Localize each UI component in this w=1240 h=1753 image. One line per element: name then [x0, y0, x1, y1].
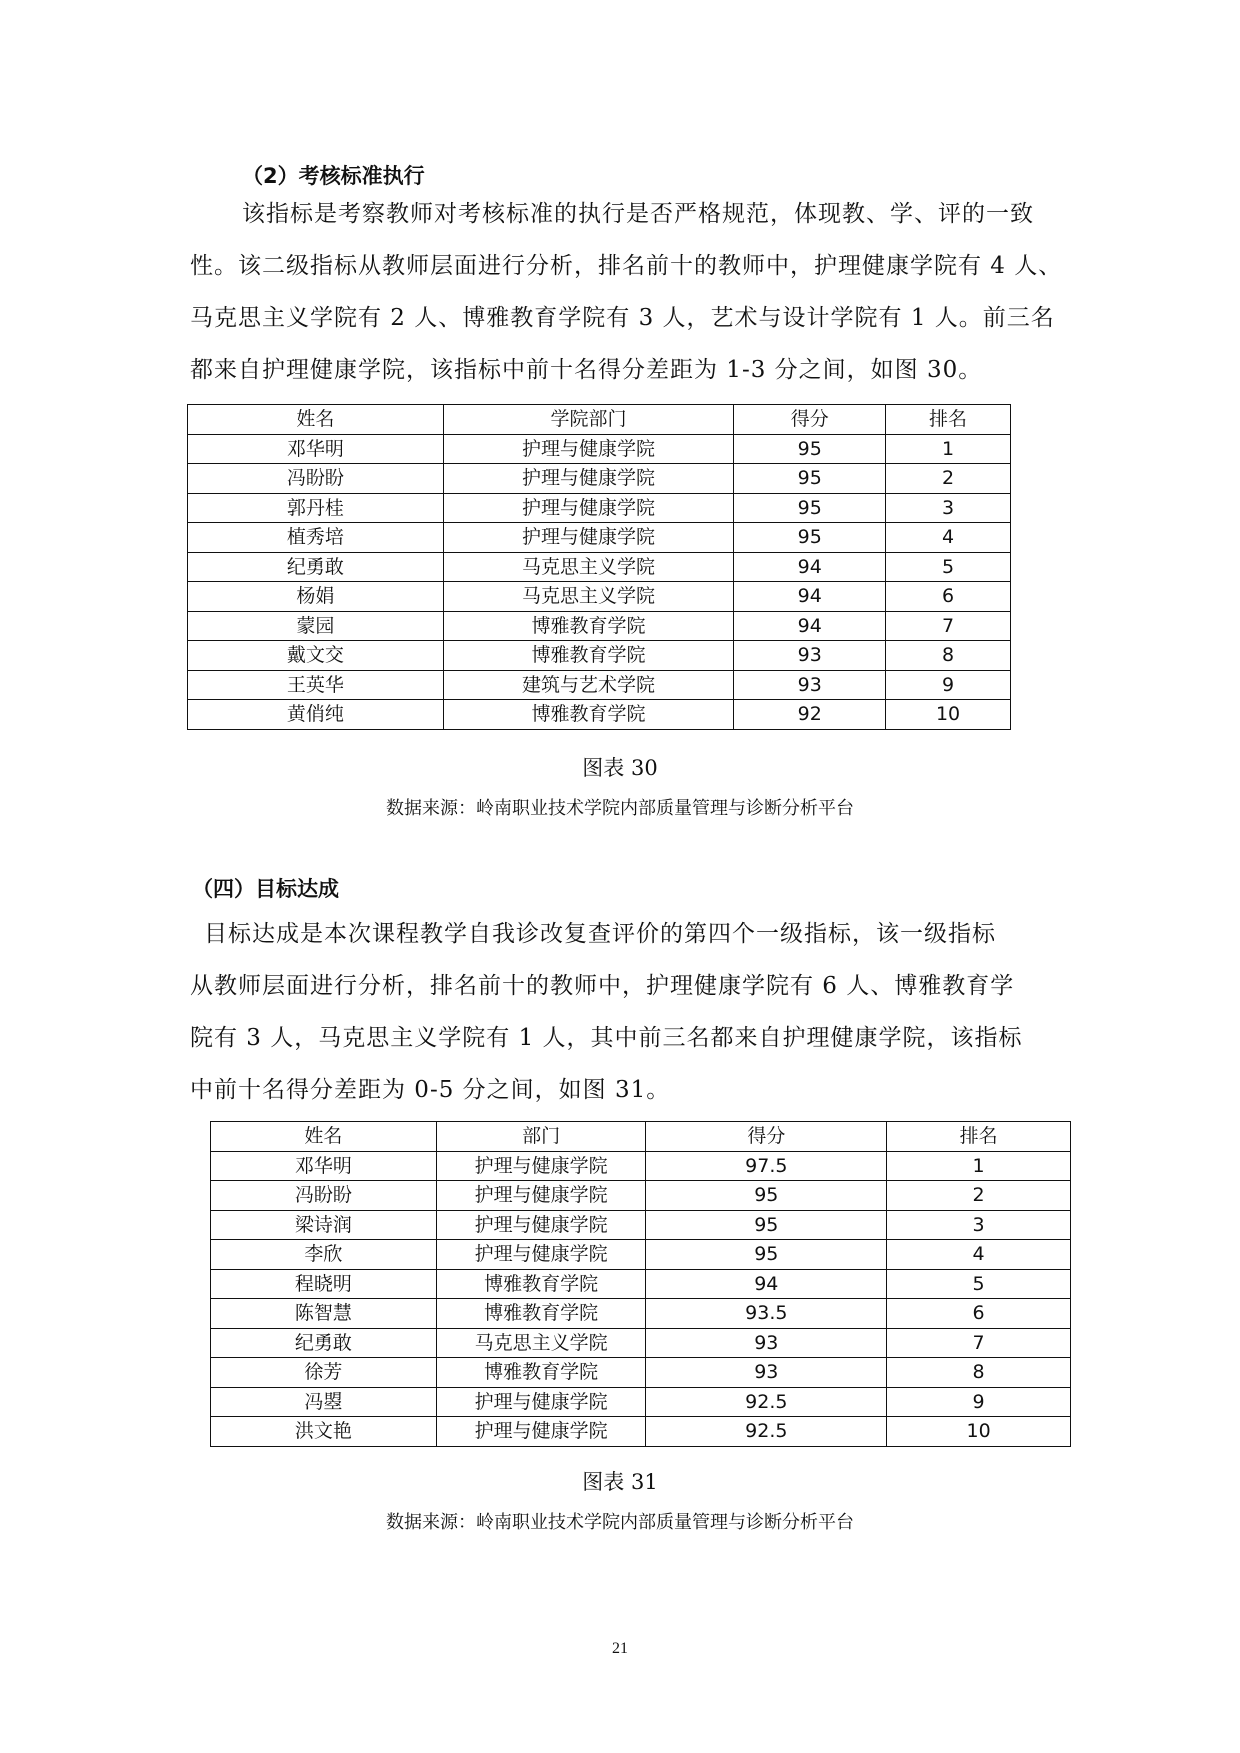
cell-rank: 6: [887, 1299, 1071, 1329]
table-row: [211, 1417, 1071, 1447]
cell-department: 护理与健康学院: [436, 1210, 646, 1240]
cell-name: 冯盼盼: [211, 1181, 437, 1211]
cell-rank: 10: [886, 700, 1011, 730]
cell-score: 95: [734, 434, 886, 464]
cell-score: 95: [734, 493, 886, 523]
cell-name: 冯曌: [211, 1387, 437, 1417]
column-header-rank: 排名: [887, 1122, 1071, 1152]
cell-department: 护理与健康学院: [443, 523, 734, 553]
cell-department: 马克思主义学院: [443, 552, 734, 582]
cell-score: 97.5: [646, 1151, 887, 1181]
cell-rank: 7: [886, 611, 1011, 641]
cell-department: 博雅教育学院: [443, 641, 734, 671]
paragraph-line: 院有 3 人，马克思主义学院有 1 人，其中前三名都来自护理健康学院，该指标: [190, 1025, 1023, 1051]
cell-score: 92: [734, 700, 886, 730]
cell-score: 93: [646, 1358, 887, 1388]
paragraph-line: 该指标是考察教师对考核标准的执行是否严格规范，体现教、学、评的一致: [242, 201, 1034, 227]
cell-name: 陈智慧: [211, 1299, 437, 1329]
ranking-table-31: [210, 1121, 1071, 1447]
cell-department: 博雅教育学院: [443, 611, 734, 641]
cell-rank: 9: [886, 670, 1011, 700]
cell-rank: 7: [887, 1328, 1071, 1358]
table-row: [188, 434, 1011, 464]
cell-score: 95: [646, 1210, 887, 1240]
cell-score: 95: [734, 523, 886, 553]
table-row: [211, 1151, 1071, 1181]
cell-rank: 3: [887, 1210, 1071, 1240]
paragraph-line: 马克思主义学院有 2 人、博雅教育学院有 3 人，艺术与设计学院有 1 人。前三名: [190, 305, 1055, 331]
data-source-30: 数据来源：岭南职业技术学院内部质量管理与诊断分析平台: [386, 798, 854, 819]
cell-department: 护理与健康学院: [443, 464, 734, 494]
table-row: [188, 670, 1011, 700]
cell-department: 马克思主义学院: [436, 1328, 646, 1358]
table-row: [211, 1210, 1071, 1240]
column-header-rank: 排名: [886, 405, 1011, 435]
cell-department: 护理与健康学院: [443, 434, 734, 464]
cell-rank: 8: [886, 641, 1011, 671]
cell-name: 杨娟: [188, 582, 444, 612]
cell-name: 纪勇敢: [188, 552, 444, 582]
figure-caption-30: 图表 30: [582, 756, 658, 780]
cell-rank: 8: [887, 1358, 1071, 1388]
cell-score: 94: [734, 552, 886, 582]
cell-department: 马克思主义学院: [443, 582, 734, 612]
cell-name: 戴文交: [188, 641, 444, 671]
cell-name: 植秀培: [188, 523, 444, 553]
cell-rank: 5: [886, 552, 1011, 582]
cell-rank: 1: [887, 1151, 1071, 1181]
cell-department: 护理与健康学院: [436, 1181, 646, 1211]
cell-name: 纪勇敢: [211, 1328, 437, 1358]
cell-department: 护理与健康学院: [436, 1387, 646, 1417]
column-header-department: 学院部门: [443, 405, 734, 435]
cell-department: 博雅教育学院: [436, 1299, 646, 1329]
paragraph-line: 都来自护理健康学院，该指标中前十名得分差距为 1-3 分之间，如图 30。: [190, 357, 983, 383]
cell-name: 梁诗润: [211, 1210, 437, 1240]
table-row: [188, 700, 1011, 730]
paragraph-line: 从教师层面进行分析，排名前十的教师中，护理健康学院有 6 人、博雅教育学: [190, 973, 1015, 999]
table-row: [188, 552, 1011, 582]
section-heading-goal: （四）目标达成: [192, 877, 339, 901]
paragraph-goal: [190, 908, 1023, 1116]
table-row: [188, 493, 1011, 523]
ranking-table-30: [187, 404, 1011, 730]
cell-score: 95: [734, 464, 886, 494]
cell-rank: 6: [886, 582, 1011, 612]
cell-score: 94: [646, 1269, 887, 1299]
cell-name: 程晓明: [211, 1269, 437, 1299]
table-row: [188, 464, 1011, 494]
cell-rank: 2: [886, 464, 1011, 494]
cell-rank: 4: [887, 1240, 1071, 1270]
cell-score: 95: [646, 1181, 887, 1211]
page-number: 21: [612, 1640, 628, 1657]
table-body: [211, 1151, 1071, 1446]
cell-score: 93.5: [646, 1299, 887, 1329]
table-row: [211, 1328, 1071, 1358]
cell-rank: 9: [887, 1387, 1071, 1417]
table-row: [211, 1358, 1071, 1388]
cell-name: 郭丹桂: [188, 493, 444, 523]
table-row: [211, 1181, 1071, 1211]
cell-rank: 1: [886, 434, 1011, 464]
cell-department: 博雅教育学院: [436, 1269, 646, 1299]
cell-department: 护理与健康学院: [436, 1151, 646, 1181]
cell-name: 洪文艳: [211, 1417, 437, 1447]
cell-score: 94: [734, 611, 886, 641]
cell-score: 92.5: [646, 1387, 887, 1417]
cell-score: 95: [646, 1240, 887, 1270]
cell-rank: 4: [886, 523, 1011, 553]
cell-score: 93: [646, 1328, 887, 1358]
cell-name: 邓华明: [188, 434, 444, 464]
table-header-row: [188, 405, 1011, 435]
table-header-row: [211, 1122, 1071, 1152]
cell-name: 徐芳: [211, 1358, 437, 1388]
paragraph-line: 性。该二级指标从教师层面进行分析，排名前十的教师中，护理健康学院有 4 人、: [190, 253, 1063, 279]
column-header-name: 姓名: [211, 1122, 437, 1152]
cell-department: 护理与健康学院: [443, 493, 734, 523]
cell-department: 护理与健康学院: [436, 1417, 646, 1447]
cell-name: 邓华明: [211, 1151, 437, 1181]
cell-score: 93: [734, 641, 886, 671]
cell-rank: 3: [886, 493, 1011, 523]
column-header-score: 得分: [646, 1122, 887, 1152]
cell-department: 博雅教育学院: [443, 700, 734, 730]
paragraph-line: 中前十名得分差距为 0-5 分之间，如图 31。: [190, 1077, 671, 1103]
cell-score: 94: [734, 582, 886, 612]
table-row: [211, 1240, 1071, 1270]
cell-name: 蒙园: [188, 611, 444, 641]
paragraph-line: 目标达成是本次课程教学自我诊改复查评价的第四个一级指标，该一级指标: [204, 921, 996, 947]
cell-rank: 2: [887, 1181, 1071, 1211]
table-row: [188, 641, 1011, 671]
table-row: [188, 611, 1011, 641]
cell-rank: 5: [887, 1269, 1071, 1299]
cell-department: 建筑与艺术学院: [443, 670, 734, 700]
table-row: [211, 1299, 1071, 1329]
table-body: [188, 434, 1011, 729]
figure-caption-31: 图表 31: [582, 1470, 658, 1494]
cell-score: 93: [734, 670, 886, 700]
cell-name: 王英华: [188, 670, 444, 700]
column-header-name: 姓名: [188, 405, 444, 435]
cell-department: 博雅教育学院: [436, 1358, 646, 1388]
data-source-31: 数据来源：岭南职业技术学院内部质量管理与诊断分析平台: [386, 1512, 854, 1533]
column-header-score: 得分: [734, 405, 886, 435]
paragraph-assessment: [190, 188, 1062, 396]
cell-score: 92.5: [646, 1417, 887, 1447]
cell-name: 冯盼盼: [188, 464, 444, 494]
table-row: [188, 582, 1011, 612]
table-row: [211, 1387, 1071, 1417]
table-row: [211, 1269, 1071, 1299]
cell-department: 护理与健康学院: [436, 1240, 646, 1270]
column-header-department: 部门: [436, 1122, 646, 1152]
table-row: [188, 523, 1011, 553]
cell-name: 李欣: [211, 1240, 437, 1270]
cell-rank: 10: [887, 1417, 1071, 1447]
cell-name: 黄俏纯: [188, 700, 444, 730]
section-heading-assessment: （2）考核标准执行: [242, 164, 425, 188]
